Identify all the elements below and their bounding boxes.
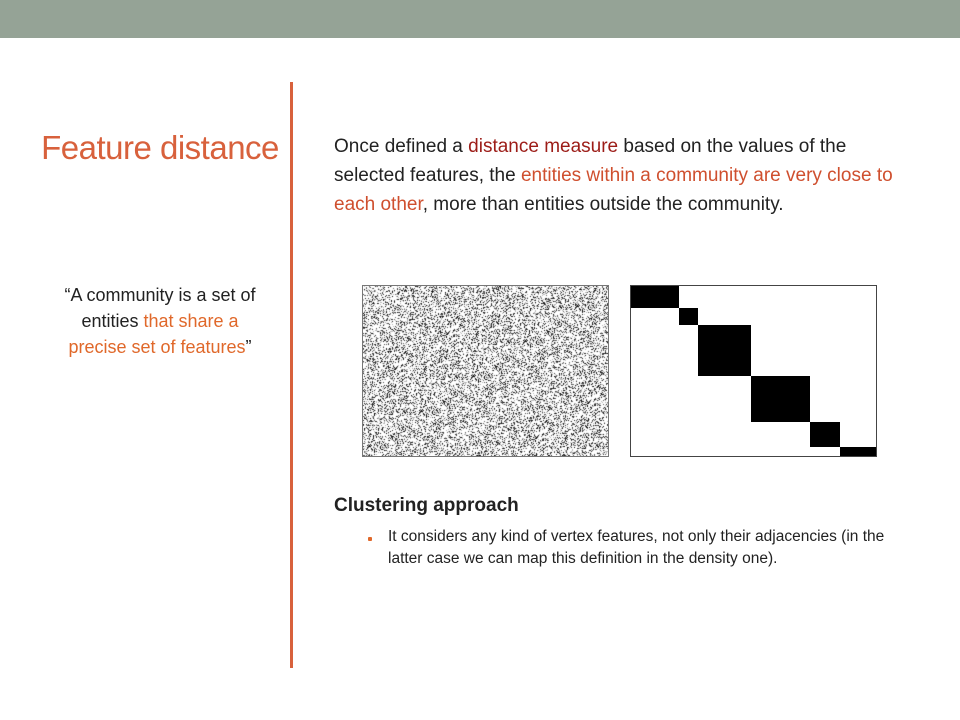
community-block-5 (810, 422, 840, 447)
entities-close-highlight: entities within a community are very close to each other (334, 165, 893, 215)
community-block-2 (679, 308, 698, 325)
community-block-6 (840, 447, 876, 456)
para-text-1: Once defined a (334, 136, 469, 157)
para-text-2: based on the values of the selected features, the (334, 136, 847, 186)
definition-paragraph (334, 132, 894, 219)
bullet-icon (368, 537, 372, 541)
clustering-approach-heading: Clustering approach (334, 495, 519, 516)
block-diagonal-svg (631, 286, 876, 456)
community-quote (50, 282, 270, 360)
random-noise-canvas (363, 286, 608, 456)
slide-title: Feature distance (41, 129, 279, 166)
bullet-item: It considers any kind of vertex features, not only their adjacencies (in the latter case we can map this definition in the density one). (388, 528, 885, 567)
quote-text-start: “A community is a set of entities (64, 285, 256, 331)
top-bar (0, 0, 960, 38)
vertical-divider (290, 82, 293, 668)
community-block-4 (751, 376, 810, 422)
quote-highlight: that share a precise set of features (68, 311, 246, 357)
quote-text-end: ” (245, 337, 252, 357)
block-diagonal-matrix-image (630, 285, 877, 457)
random-adjacency-matrix-image (362, 285, 609, 457)
para-text-3: , more than entities outside the community. (422, 194, 784, 215)
community-block-1 (631, 286, 679, 308)
distance-measure-highlight: distance measure (468, 136, 619, 157)
community-block-3 (698, 325, 751, 376)
